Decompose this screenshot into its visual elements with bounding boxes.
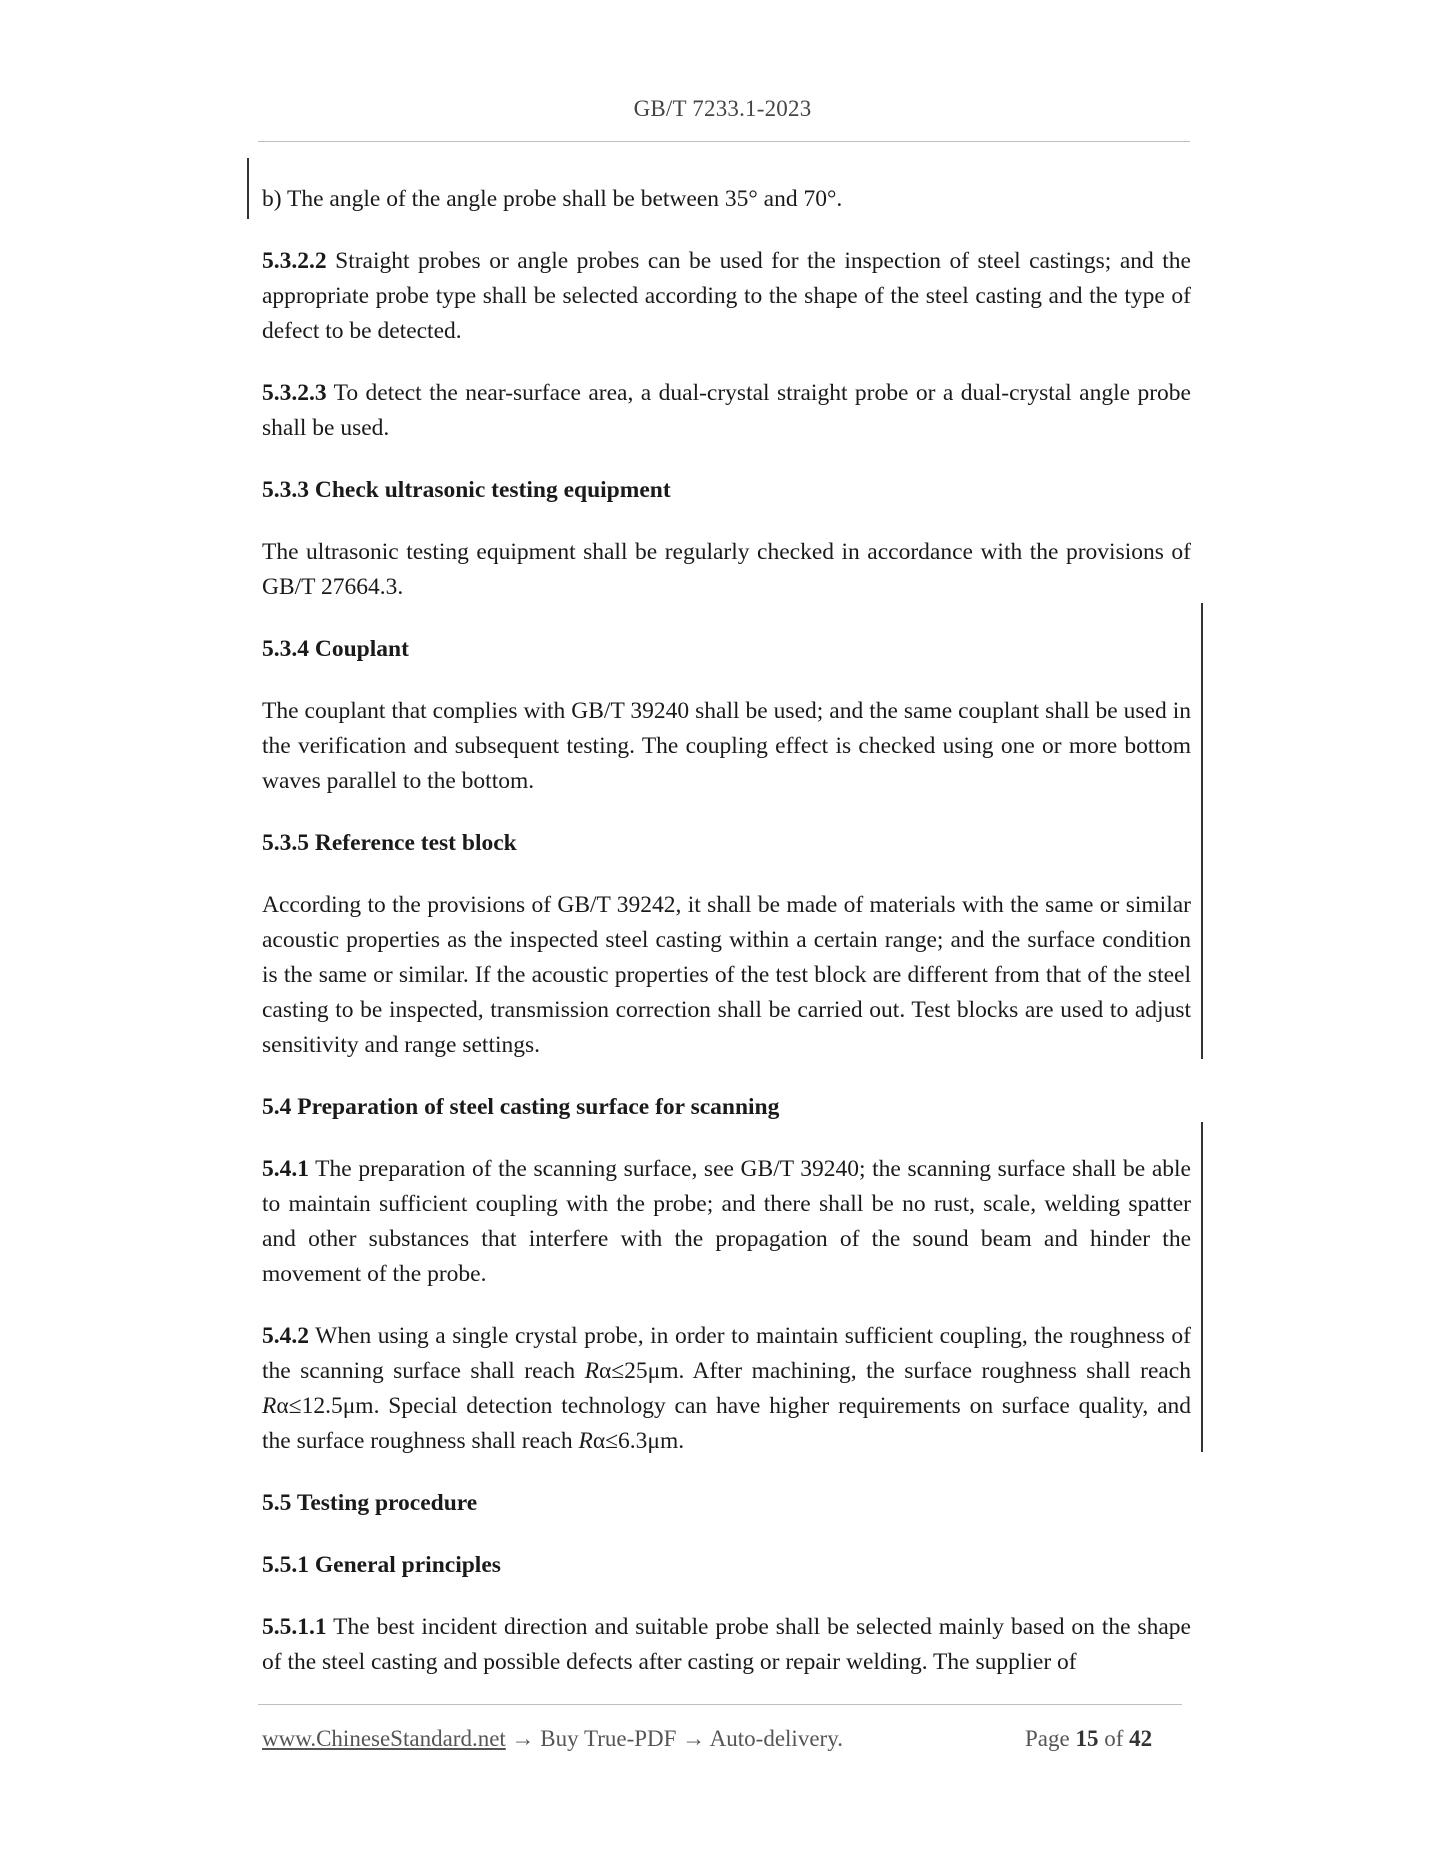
clause-text: The preparation of the scanning surface, see GB/T 39240; the scanning surface shall be able to maintain sufficient coupling with the probe; and there shall be no rust, scale, welding spatter and other substances that interfere with the propagation of the sound beam and hinder the movement of the probe.: [262, 1156, 1191, 1287]
paragraph-couplant: The couplant that complies with GB/T 39240 shall be used; and the same couplant shall be used in the verification and subsequent testing. The coupling effect is checked using one or more bottom waves parallel to the bottom.: [262, 698, 1191, 794]
clause-number: 5.4.2: [262, 1323, 309, 1349]
clause-number: 5.5.1.1: [262, 1614, 327, 1640]
current-page: 15: [1075, 1726, 1099, 1751]
main-content: [262, 182, 1191, 1707]
heading-5-3-5: 5.3.5 Reference test block: [262, 830, 517, 856]
buy-pdf-text: Buy True-PDF: [540, 1726, 677, 1751]
change-bar: [1201, 603, 1203, 1059]
heading-5-3-3: 5.3.3 Check ultrasonic testing equipment: [262, 477, 671, 503]
footer-promo: [262, 1726, 843, 1752]
clause-text: To detect the near-surface area, a dual-crystal straight probe or a dual-crystal angle probe shall be used.: [262, 380, 1191, 441]
arrow-icon: →: [682, 1726, 706, 1751]
paragraph-angle-probe: b) The angle of the angle probe shall be between 35° and 70°.: [262, 186, 843, 212]
change-bar: [1201, 1122, 1203, 1452]
roughness-symbol: R: [262, 1393, 277, 1419]
clause-text: The best incident direction and suitable probe shall be selected mainly based on the shape of the steel casting and possible defects after casting or repair welding. The supplier of: [262, 1614, 1191, 1675]
arrow-icon: →: [511, 1726, 535, 1751]
clause-text: When using a single crystal probe, in order to maintain sufficient coupling, the roughness of the scanning surface shall reach: [262, 1323, 1191, 1384]
of-label: of: [1104, 1726, 1124, 1751]
clause-text: α≤25μm. After machining, the surface roughness shall reach: [598, 1358, 1191, 1384]
change-bar: [247, 158, 249, 219]
auto-delivery-text: Auto-delivery.: [709, 1726, 843, 1751]
total-pages: 42: [1129, 1726, 1153, 1751]
clause-5-5-1-1: [262, 1610, 1191, 1680]
clause-5-3-2-2: [262, 244, 1191, 349]
clause-text: α≤6.3μm.: [592, 1428, 685, 1454]
heading-5-5: 5.5 Testing procedure: [262, 1490, 478, 1516]
clause-text: Straight probes or angle probes can be used for the inspection of steel castings; and the appropriate probe type shall be selected according to the shape of the steel casting and the type of defect to be detected.: [262, 248, 1191, 344]
clause-number: 5.3.2.2: [262, 248, 327, 274]
website-link[interactable]: www.ChineseStandard.net: [262, 1726, 506, 1751]
clause-text: α≤12.5μm. Special detection technology can have higher requirements on surface quality, and the surface roughness shall reach: [262, 1393, 1191, 1454]
footer-divider: [258, 1704, 1182, 1705]
roughness-symbol: R: [578, 1428, 593, 1454]
clause-number: 5.4.1: [262, 1156, 309, 1182]
page-number: [1025, 1726, 1152, 1752]
header-divider: [258, 141, 1190, 142]
roughness-symbol: R: [584, 1358, 599, 1384]
page-header-title: GB/T 7233.1-2023: [633, 96, 812, 121]
clause-number: 5.3.2.3: [262, 380, 327, 406]
heading-5-4: 5.4 Preparation of steel casting surface for scanning: [262, 1094, 780, 1120]
clause-5-3-2-3: [262, 376, 1191, 446]
clause-5-4-2: [262, 1319, 1191, 1459]
paragraph-reference-block: According to the provisions of GB/T 39242, it shall be made of materials with the same or similar acoustic properties as the inspected steel casting within a certain range; and the surface condition is the same or similar. If the acoustic properties of the test block are different from that of the steel casting to be inspected, transmission correction shall be carried out. Test blocks are used to adjust sensitivity and range settings.: [262, 892, 1191, 1058]
page-label: Page: [1025, 1726, 1070, 1751]
heading-5-5-1: 5.5.1 General principles: [262, 1552, 501, 1578]
paragraph-equipment-check: The ultrasonic testing equipment shall be regularly checked in accordance with the provisions of GB/T 27664.3.: [262, 539, 1191, 600]
clause-5-4-1: [262, 1152, 1191, 1292]
heading-5-3-4: 5.3.4 Couplant: [262, 636, 409, 662]
